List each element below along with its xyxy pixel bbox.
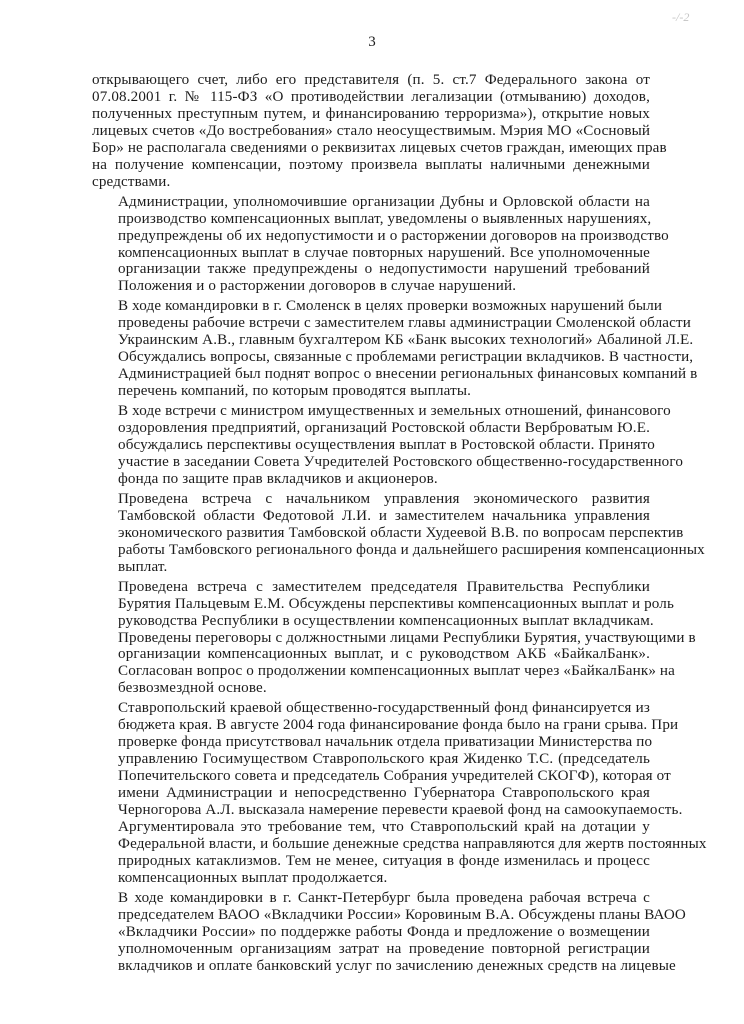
- text-line: Администрации, уполномочившие организации Дубны и Орловской области на: [118, 193, 650, 210]
- text-line: Согласован вопрос о продолжении компенсационных выплат через «БайкалБанк» на: [118, 663, 676, 680]
- text-line: Тамбовской области Федотовой Л.И. и заместителем начальника управления: [118, 507, 650, 524]
- paragraph: [92, 578, 696, 698]
- text-line: Обсуждались вопросы, связанные с проблемами регистрации вкладчиков. В частности,: [118, 349, 694, 366]
- paragraph: [92, 72, 667, 191]
- text-line: имени Администрации и непосредственно Губернатора Ставропольского края: [118, 785, 650, 802]
- paragraph: [92, 490, 705, 576]
- text-line: Положения и о расторжении договоров в случае нарушений.: [118, 278, 517, 295]
- document-body: [92, 72, 707, 978]
- text-line: природных катаклизмов. Тем не менее, ситуация в фонде изменилась и процесс: [118, 852, 650, 869]
- text-line: работы Тамбовского регионального фонда и дальнейшего расширения компенсационных: [118, 541, 705, 558]
- pencil-mark: -/-2: [672, 10, 690, 24]
- text-line: вкладчиков и оплате банковский услуг по зачислению денежных средств на лицевые: [118, 957, 676, 974]
- paragraph: [92, 193, 669, 296]
- text-line: предупреждены об их недопустимости и о расторжении договоров на производство: [118, 227, 669, 244]
- text-line: проверке фонда присутствовал начальник отдела приватизации Министерства по: [118, 734, 653, 751]
- text-line: В ходе встречи с министром имущественных и земельных отношений, финансового: [118, 403, 671, 420]
- text-line: уполномоченным организациям затрат на проведение повторной регистрации: [118, 940, 650, 957]
- text-line: В ходе командировки в г. Санкт-Петербург была проведена рабочая встреча с: [118, 889, 650, 906]
- text-line: производство компенсационных выплат, уведомлены о выявленных нарушениях,: [118, 210, 652, 227]
- text-line: организации также предупреждены о недопустимости нарушений требований: [118, 261, 650, 278]
- text-line: председателем ВАОО «Вкладчики России» Коровиным В.А. Обсуждены планы ВАОО: [118, 906, 686, 923]
- text-line: экономического развития Тамбовской области Худеевой В.В. по вопросам перспектив: [118, 524, 684, 541]
- paragraph: [92, 403, 684, 488]
- text-line: 07.08.2001 г. № 115-ФЗ «О противодействии легализации (отмыванию) доходов,: [92, 88, 650, 105]
- text-line: открывающего счет, либо его представителя (п. 5. ст.7 Федерального закона от: [92, 72, 650, 88]
- text-line: бюджета края. В августе 2004 года финансирование фонда было на грани срыва. При: [118, 717, 679, 734]
- text-line: Черногорова А.Л. высказала намерение перевести краевой фонд на самоокупаемость.: [118, 802, 683, 819]
- text-line: Федеральной власти, и большие денежные средства направляются для жертв постоянных: [118, 835, 707, 852]
- text-line: Ставропольский краевой общественно-государственный фонд финансируется из: [118, 700, 650, 717]
- text-line: обсуждались перспективы осуществления выплат в Ростовской области. Принято: [118, 437, 655, 454]
- text-line: Администрацией был поднят вопрос о внесении региональных финансовых компаний в: [118, 366, 698, 383]
- text-line: участие в заседании Совета Учредителей Ростовского общественно-государственного: [118, 453, 684, 470]
- text-line: средствами.: [92, 173, 171, 190]
- text-line: Проведена встреча с начальником управления экономического развития: [118, 490, 650, 507]
- text-line: фонда по защите прав вкладчиков и акционеров.: [118, 470, 438, 487]
- text-line: Проведены переговоры с должностными лицами Республики Бурятия, участвующими в: [118, 629, 696, 646]
- paragraph: [92, 889, 686, 975]
- text-line: лицевых счетов «До востребования» стало неосуществимым. Мэрия МО «Сосновый: [92, 122, 651, 139]
- text-line: компенсационных выплат в случае повторных нарушений. Все уполномоченные: [118, 244, 650, 261]
- page-number: 3: [368, 34, 376, 50]
- text-line: В ходе командировки в г. Смоленск в целях проверки возможных нарушений были: [118, 298, 663, 315]
- text-line: безвозмездной основе.: [118, 680, 267, 697]
- text-line: Аргументировала это требование тем, что Ставропольский край на дотации у: [118, 818, 650, 835]
- text-line: управлению Госимуществом Ставропольского края Жиденко Т.С. (председатель: [118, 751, 650, 768]
- text-line: выплат.: [118, 558, 168, 575]
- text-line: перечень компаний, по которым проводятся выплаты.: [118, 383, 472, 400]
- text-line: руководства Республики в осуществлении компенсационных выплат вкладчикам.: [118, 612, 654, 629]
- text-line: компенсационных выплат продолжается.: [118, 869, 388, 886]
- text-line: Бор» не располагала сведениями о реквизитах лицевых счетов граждан, имеющих прав: [92, 139, 667, 156]
- text-line: оздоровления предприятий, организаций Ростовской области Верброватым Ю.Е.: [118, 420, 650, 437]
- paragraph: [92, 700, 707, 886]
- text-line: Украинским А.В., главным бухгалтером КБ «Банк высоких технологий» Абалиной Л.Е.: [118, 332, 694, 349]
- paragraph: [92, 298, 698, 400]
- text-line: на получение компенсации, поэтому произвела выплаты наличными денежными: [92, 156, 650, 173]
- text-line: проведены рабочие встречи с заместителем главы администрации Смоленской области: [118, 315, 691, 332]
- text-line: Бурятия Пальцевым Е.М. Обсуждены перспективы компенсационных выплат и роль: [118, 595, 675, 612]
- text-line: полученных преступным путем, и финансированию терроризма»), открытие новых: [92, 105, 650, 122]
- text-line: Проведена встреча с заместителем председателя Правительства Республики: [118, 578, 650, 595]
- text-line: «Вкладчики России» по поддержке работы Фонда и предложение о возмещении: [118, 923, 650, 940]
- text-line: Попечительского совета и председатель Собрания учредителей СКОГФ), которая от: [118, 768, 671, 785]
- text-line: организации компенсационных выплат, и с руководством АКБ «БайкалБанк».: [118, 646, 650, 663]
